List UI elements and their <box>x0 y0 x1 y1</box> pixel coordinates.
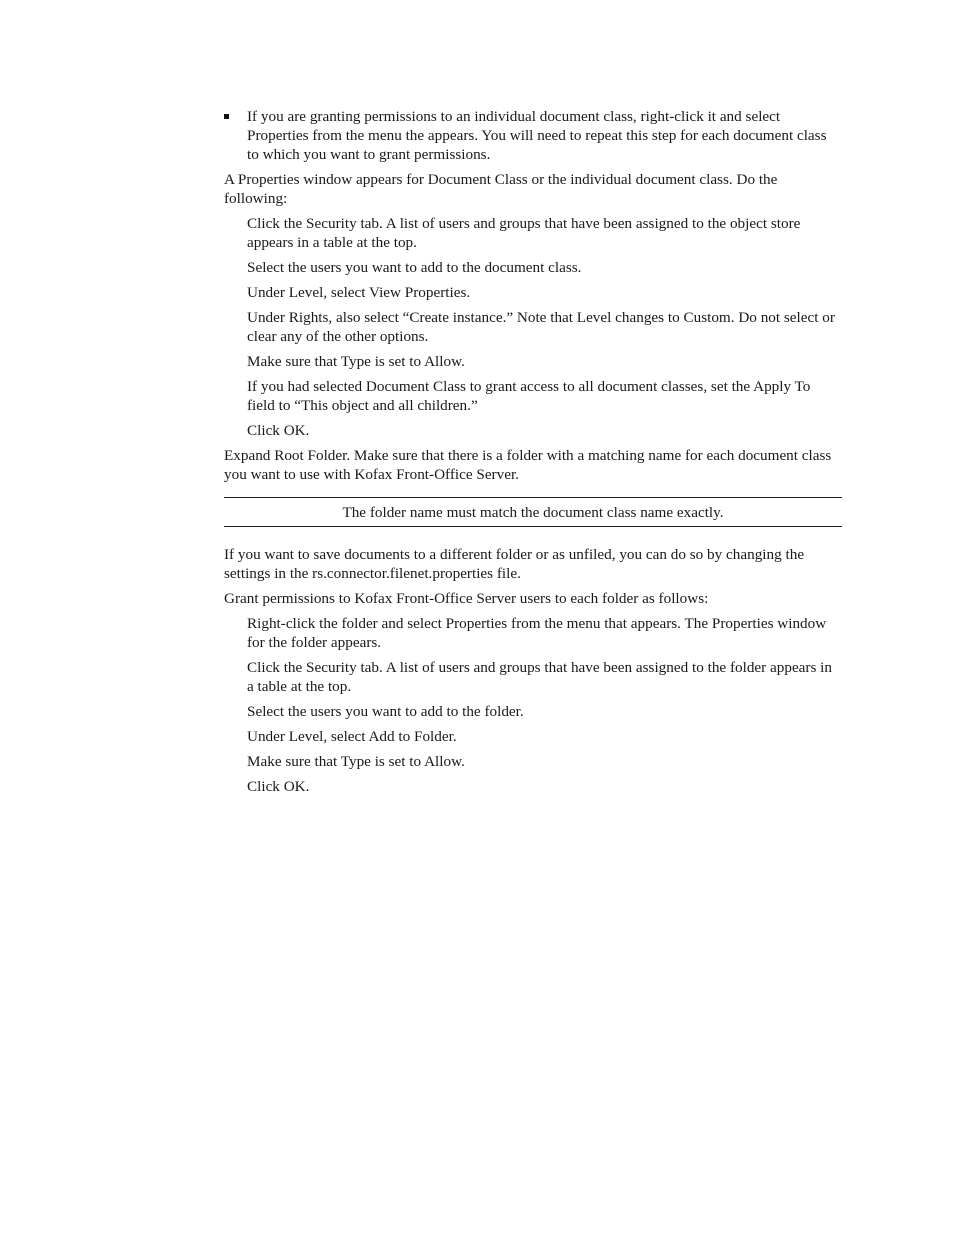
step-item: Click the Security tab. A list of users and groups that have been assigned to the folder appears in a table at the top. <box>247 659 832 695</box>
paragraph-save-documents: If you want to save documents to a different folder or as unfiled, you can do so by changing the settings in the rs.connector.filenet.properties file. <box>224 546 805 582</box>
step-item: Click OK. <box>247 778 310 795</box>
paragraph-grant-permissions: Grant permissions to Kofax Front-Office Server users to each folder as follows: <box>224 590 709 607</box>
note-box <box>224 497 842 527</box>
paragraph-expand-root-folder: Expand Root Folder. Make sure that there is a folder with a matching name for each document class you want to use with Kofax Front-Office Server. <box>224 447 832 483</box>
note-text: The folder name must match the document class name exactly. <box>342 504 724 521</box>
step-list-document-class <box>224 214 842 440</box>
step-item: Under Rights, also select “Create instance.” Note that Level changes to Custom. Do not select or clear any of the other options. <box>247 309 835 345</box>
step-item: Make sure that Type is set to Allow. <box>247 353 465 370</box>
step-item: Click the Security tab. A list of users and groups that have been assigned to the object store appears in a table at the top. <box>247 215 801 251</box>
step-item: Make sure that Type is set to Allow. <box>247 753 465 770</box>
bullet-item-individual-class <box>224 107 842 164</box>
step-item: Click OK. <box>247 422 310 439</box>
bullet-text: If you are granting permissions to an individual document class, right-click it and select Properties from the menu the appears. You will need to repeat this step for each document class to which you want to grant permissions. <box>247 108 827 163</box>
paragraph-properties-window: A Properties window appears for Document Class or the individual document class. Do the following: <box>224 171 778 207</box>
document-body <box>224 107 842 802</box>
step-item: Select the users you want to add to the document class. <box>247 259 582 276</box>
step-item: Under Level, select Add to Folder. <box>247 728 457 745</box>
step-item: Under Level, select View Properties. <box>247 284 471 301</box>
step-item: If you had selected Document Class to grant access to all document classes, set the Apply To field to “This object and all children.” <box>247 378 811 414</box>
step-item: Select the users you want to add to the folder. <box>247 703 524 720</box>
square-bullet-icon <box>224 114 229 119</box>
step-list-folder <box>224 614 842 796</box>
step-item: Right-click the folder and select Properties from the menu that appears. The Properties window for the folder appears. <box>247 615 827 651</box>
